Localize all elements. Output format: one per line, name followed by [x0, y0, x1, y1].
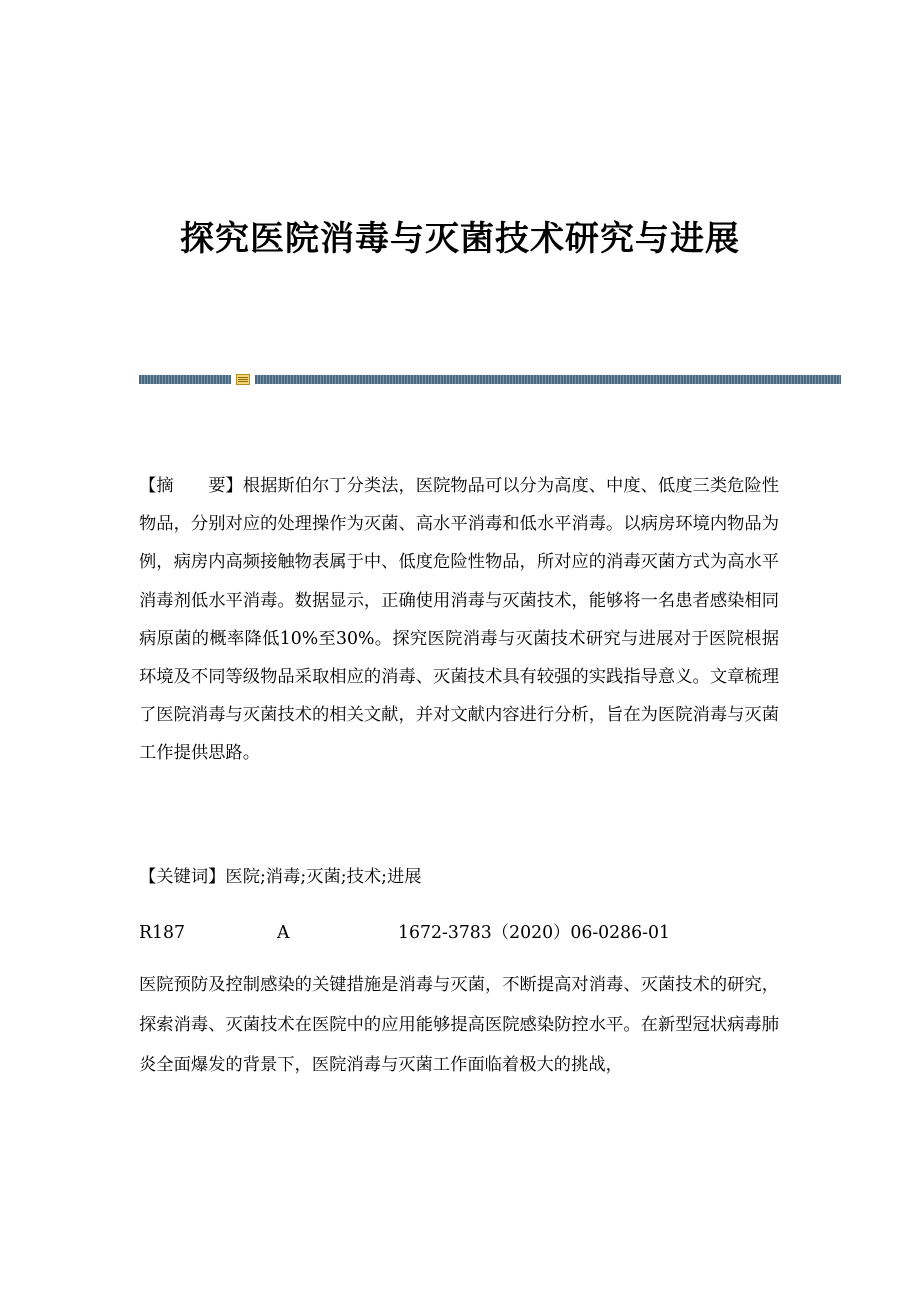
document-code: A — [277, 923, 290, 943]
abstract-label: 【摘 要】 — [139, 476, 243, 496]
classification-code: R187 — [139, 923, 185, 943]
divider-bar-left — [139, 375, 231, 384]
article-id: 1672-3783（2020）06-0286-01 — [398, 923, 670, 943]
document-title: 探究医院消毒与灭菌技术研究与进展 — [180, 219, 740, 259]
keywords-label: 【关键词】 — [139, 867, 226, 887]
abstract-text: 根据斯伯尔丁分类法，医院物品可以分为高度、中度、低度三类危险性物品，分别对应的处理操作为灭菌、高水平消毒和低水平消毒。以病房环境内物品为例，病房内高频接触物表属于中、低度危险性物品，所对应的消毒灭菌方式为高水平消毒剂低水平消毒。数据显示，正确使用消毒与灭菌技术，能够将一名患者感染相同病原菌的概率降低10%至30%。探究医院消毒与灭菌技术研究与进展对于医院根据环境及不同等级物品采取相应的消毒、灭菌技术具有较强的实践指导意义。文章梳理了医院消毒与灭菌技术的相关文献，并对文献内容进行分析，旨在为医院消毒与灭菌工作提供思路。 — [139, 476, 779, 764]
title-divider — [139, 375, 841, 384]
book-icon — [236, 374, 250, 385]
keywords-text: 医院;消毒;灭菌;技术;进展 — [225, 867, 422, 887]
body-paragraph: 医院预防及控制感染的关键措施是消毒与灭菌，不断提高对消毒、灭菌技术的研究，探索消毒、灭菌技术在医院中的应用能够提高医院感染防控水平。在新型冠状病毒肺炎全面爆发的背景下，医院消毒与灭菌工作面临着极大的挑战， — [139, 975, 779, 1075]
keywords-line — [139, 858, 779, 896]
abstract-paragraph — [139, 467, 779, 773]
divider-bar-right — [255, 375, 841, 384]
